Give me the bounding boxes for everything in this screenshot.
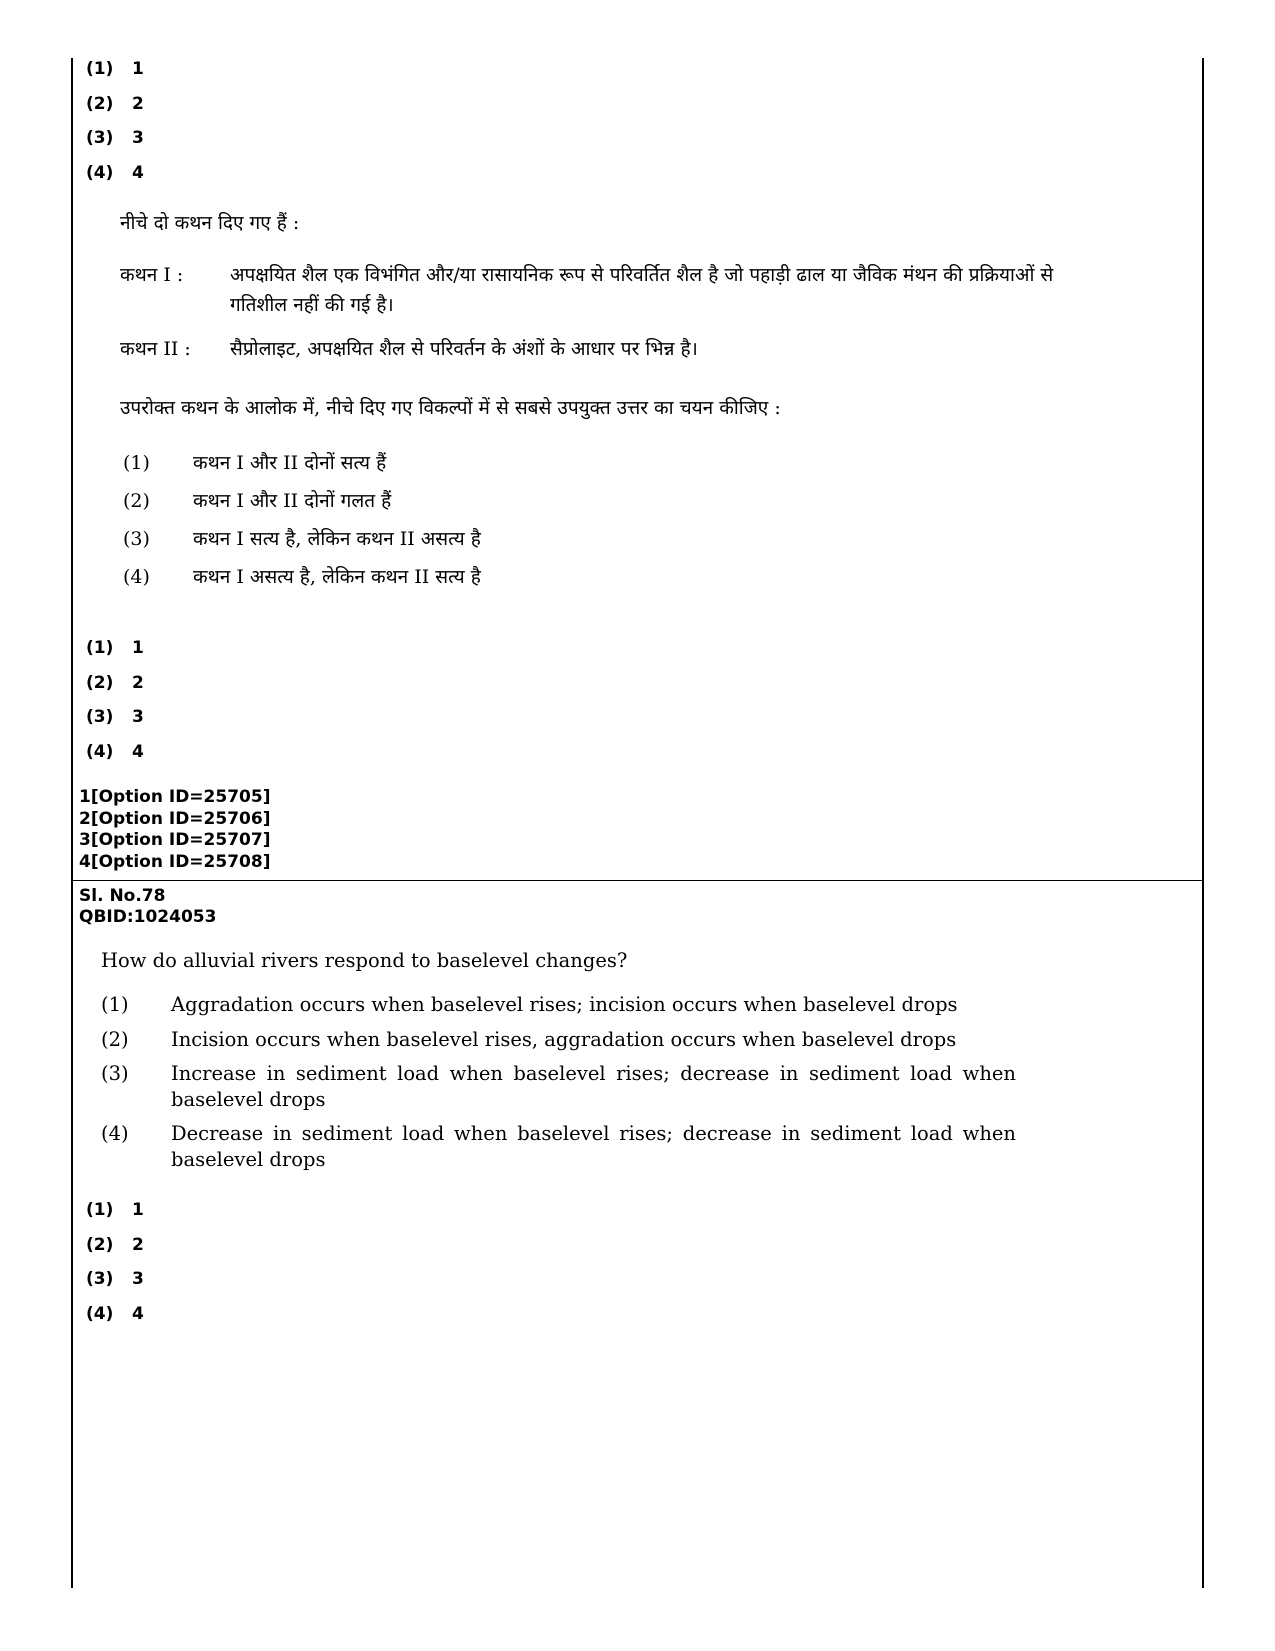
question-divider	[71, 880, 1204, 881]
question-instruction: उपरोक्त कथन के आलोक में, नीचे दिए गए विकल्पों में से सबसे उपयुक्त उत्तर का चयन कीजिए :	[120, 397, 781, 419]
choice-item: (1) कथन I और II दोनों सत्य हैं	[123, 452, 387, 474]
option-id: 3[Option ID=25707]	[79, 830, 271, 850]
option-id: 2[Option ID=25706]	[79, 808, 271, 829]
answer-option: (1) 1	[86, 59, 144, 79]
answer-option: (2) 2	[86, 1234, 144, 1255]
qbid: QBID:1024053	[79, 907, 217, 927]
answer-option: (4) 4	[86, 741, 144, 762]
statement-1-label: कथन I :	[120, 264, 184, 286]
choice-item: (4) कथन I असत्य है, लेकिन कथन II सत्य है	[123, 566, 481, 588]
answer-option: (1) 1	[86, 1200, 144, 1220]
option-id: 1[Option ID=25705]	[79, 787, 271, 807]
q78-answer-options	[86, 1193, 144, 1331]
choice-item: (2) कथन I और II दोनों गलत हैं	[123, 490, 392, 512]
statement-1-text: अपक्षयित शैल एक विभंगित और/या रासायनिक रूप से परिवर्तित शैल है जो पहाड़ी ढाल या जैविक मंथन की प्रक्रियाओं से गतिशील नहीं की गई है।	[230, 264, 1054, 316]
question-header	[79, 886, 216, 928]
choice-item: (3) कथन I सत्य है, लेकिन कथन II असत्य है	[123, 528, 481, 550]
answer-option: (4) 4	[86, 162, 144, 183]
statement-2-label: कथन II :	[120, 338, 191, 360]
answer-option: (3) 3	[86, 1269, 144, 1289]
option-id: 4[Option ID=25708]	[79, 851, 271, 872]
serial-number: Sl. No.78	[79, 886, 166, 906]
question-intro: नीचे दो कथन दिए गए हैं :	[120, 212, 300, 234]
answer-option: (2) 2	[86, 672, 144, 693]
answer-option: (4) 4	[86, 1303, 144, 1324]
question-text: How do alluvial rivers respond to baselevel changes?	[101, 949, 628, 972]
answer-option: (1) 1	[86, 638, 144, 658]
answer-option: (3) 3	[86, 707, 144, 727]
page: (1) 1 (2) 2 (3) 3 (4) 4 नीचे दो कथन दिए गए हैं : कथन I : अपक्षयित शैल एक विभंगित और/या रासायनिक रूप से परिवर्तित शैल है जो पहाड़ी ढाल या जैविक मंथन की प्रक्रियाओं से गतिशील नहीं की गई है। कथन II : सैप्रोलाइट, अपक्षयित शैल से परिवर्तन के अंशों के आधार पर भिन्न है। उपरोक्त कथन के आलोक में, नीचे दिए गए विकल्पों में से सबसे उपयुक्त उत्तर का चयन कीजिए : (1) कथन I और II दोनों सत्य हैं (2) कथन I और II दोनों गलत हैं (3) कथन I सत्य है, लेकिन कथन II असत्य है (4) कथन I असत्य है, लेकिन कथन II सत्य है (1) 1 (2) 2 (3) 3 (4) 4 1[Option ID=25705] 2[Option ID=25706] 3[Option ID=25707] 4[Option ID=25708] Sl. No.78 QBID:1024053 How do alluvial rivers respond to baselevel changes? (1) Aggradation occurs when baselevel rises; incision occurs when baselevel drops (2) Incision occurs when baselevel rises, aggradation occurs when baselevel drops (3) Increase in sediment load when baselevel rises; decrease in sediment load when baselevel drops (4) Decrease in sediment load when baselevel rises; decrease in sediment load when baselevel drops (1) 1 (2) 2 (3) 3 (4) 4	[0, 0, 1275, 1651]
answer-option: (3) 3	[86, 128, 144, 148]
left-border	[71, 58, 73, 1588]
statement-2-text: सैप्रोलाइट, अपक्षयित शैल से परिवर्तन के अंशों के आधार पर भिन्न है।	[230, 338, 698, 360]
hindi-answer-options	[86, 631, 144, 769]
prev-answer-options	[86, 52, 144, 190]
right-border	[1202, 58, 1204, 1588]
option-id-list	[79, 787, 270, 873]
answer-option: (2) 2	[86, 93, 144, 114]
